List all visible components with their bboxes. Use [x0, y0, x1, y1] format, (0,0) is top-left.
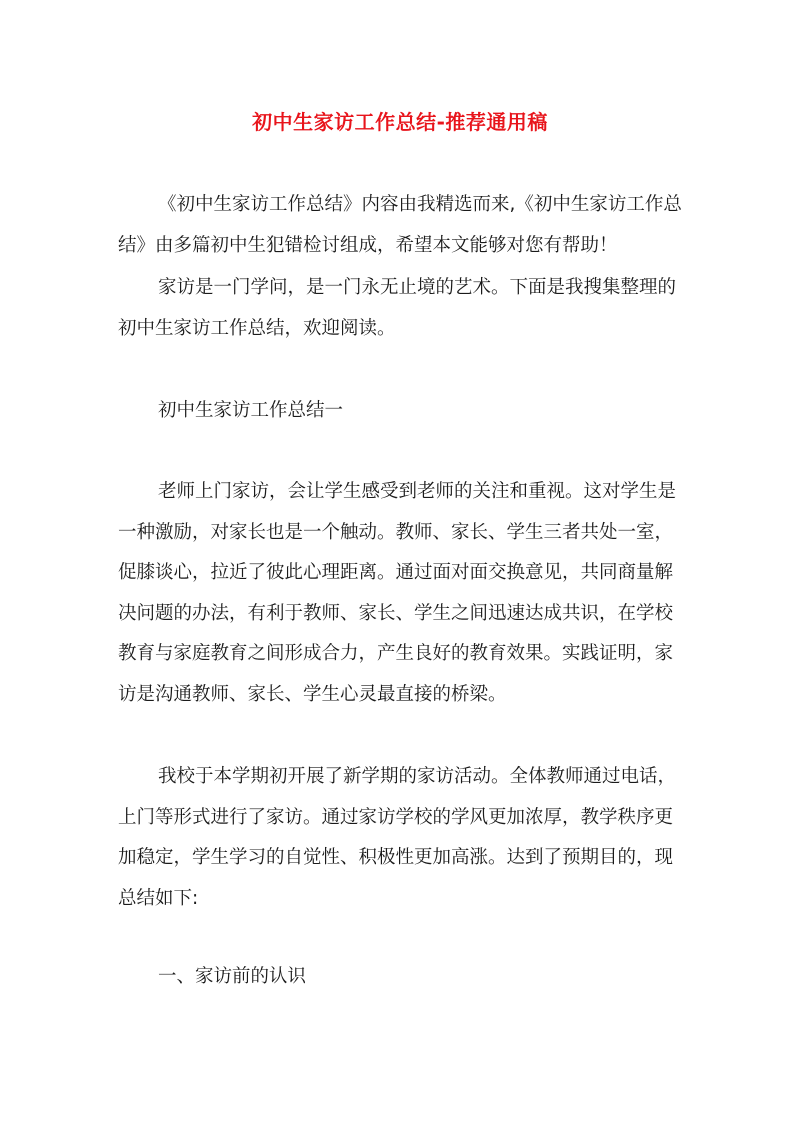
intro-paragraph: 《初中生家访工作总结》内容由我精选而来,《初中生家访工作总结》由多篇初中生犯错检讨组成，希望本文能够对您有帮助！ — [118, 194, 682, 256]
lead-paragraph: 家访是一门学问，是一门永无止境的艺术。下面是我搜集整理的初中生家访工作总结，欢迎阅读。 — [118, 277, 677, 339]
document-title: 初中生家访工作总结-推荐通用稿 — [252, 110, 548, 134]
body-paragraph-1: 老师上门家访，会让学生感受到老师的关注和重视。这对学生是一种激励，对家长也是一个触动。教师、家长、学生三者共处一室，促膝谈心，拉近了彼此心理距离。通过面对面交换意见，共同商量解决问题的办法，有利于教师、家长、学生之间迅速达成共识，在学校教育与家庭教育之间形成合力，产生良好的教育效果。实践证明，家访是沟通教师、家长、学生心灵最直接的桥梁。 — [118, 481, 677, 705]
subheading: 一、家访前的认识 — [158, 966, 307, 987]
body-paragraph-2: 我校于本学期初开展了新学期的家访活动。全体教师通过电话，上门等形式进行了家访。通过家访学校的学风更加浓厚，教学秩序更加稳定，学生学习的自觉性、积极性更加高涨。达到了预期目的，现总结如下: — [118, 766, 677, 909]
section-heading: 初中生家访工作总结一 — [158, 400, 344, 421]
